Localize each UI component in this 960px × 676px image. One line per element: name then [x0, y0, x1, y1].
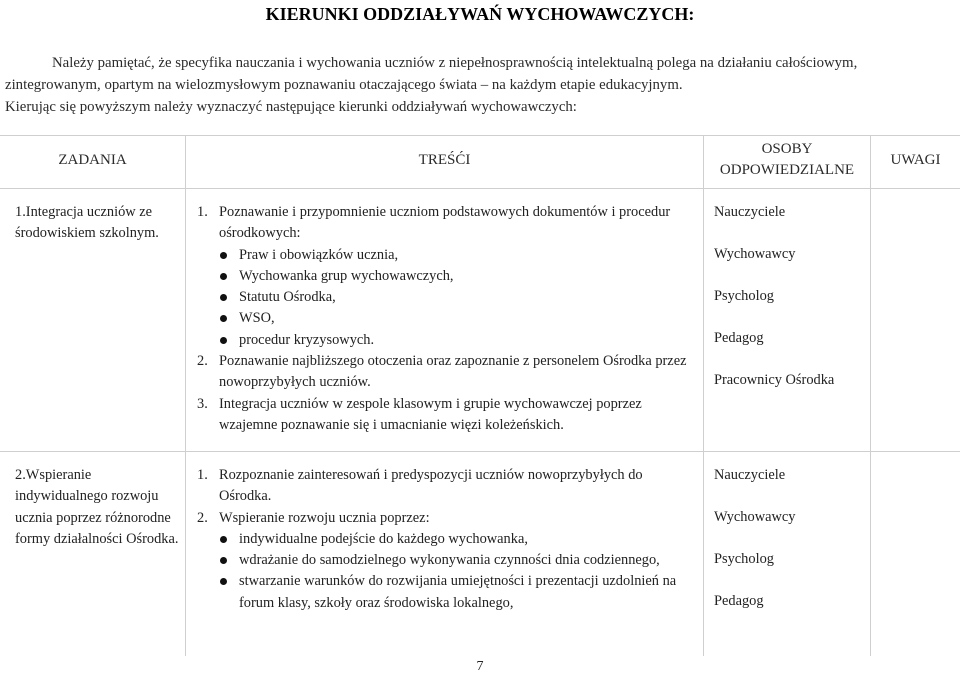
header-notes: UWAGI [890, 152, 941, 168]
row1-item3-number: 3. [197, 395, 208, 412]
row2-task: 2.Wspieranie indywidualnego rozwoju ucznia poprzez różnorodne formy działalności Ośrodka. [15, 467, 179, 547]
row2-item2-number: 2. [197, 509, 208, 526]
row1-task: 1.Integracja uczniów ze środowiskiem szkolnym. [15, 204, 159, 242]
row1-item3-text: Integracja uczniów w zespole klasowym i grupie wychowawczej poprzez wzajemne poznawanie się i umacnianie więzi koleżeńskich. [219, 395, 642, 433]
list-item: Statutu Ośrodka, [219, 287, 697, 308]
table-column-divider-1 [185, 135, 186, 656]
header-responsible-line1: OSOBY [761, 141, 813, 157]
table-border-header [0, 188, 960, 189]
row1-persons [714, 202, 864, 412]
row1-content [197, 202, 697, 436]
header-responsible-line2: ODPOWIEDZIALNE [719, 162, 855, 178]
list-item: indywidualne podejście do każdego wychowanka, [219, 529, 697, 550]
row1-item3 [197, 394, 697, 437]
list-item: WSO, [219, 308, 697, 329]
row2-item2 [197, 508, 697, 529]
intro-paragraph-2: Kierując się powyższym należy wyznaczyć następujące kierunki oddziaływań wychowawczych: [5, 99, 577, 115]
page-title: KIERUNKI ODDZIAŁYWAŃ WYCHOWAWCZYCH: [265, 4, 695, 24]
row1-item2-number: 2. [197, 353, 208, 370]
person-item: Pedagog [714, 330, 764, 346]
person-item: Psycholog [714, 288, 774, 304]
intro-paragraph-1: Należy pamiętać, że specyfika nauczania i wychowania uczniów z niepełnosprawnością intelektualną polega na działaniu całościowym, zintegrowanym, opartym na wielozmysłowym poznawaniu otaczającego świata – na każdym etapie edukacyjnym. [5, 55, 858, 93]
header-content: TREŚĆI [418, 152, 471, 168]
person-item: Wychowawcy [714, 509, 796, 525]
row1-item1-bullets [197, 245, 697, 351]
row1-item1-number: 1. [197, 204, 208, 220]
person-item: Psycholog [714, 551, 774, 567]
person-item: Wychowawcy [714, 246, 796, 262]
row2-item1 [197, 465, 697, 508]
row2-item2-bullets [197, 529, 697, 614]
list-item: stwarzanie warunków do rozwijania umiejętności i prezentacji uzdolnień na forum klasy, szkoły oraz środowiska lokalnego, [219, 571, 697, 614]
list-item: Wychowanka grup wychowawczych, [219, 266, 697, 287]
row2-persons [714, 465, 864, 633]
row1-item2 [197, 351, 697, 394]
row2-item2-text: Wspieranie rozwoju ucznia poprzez: [219, 509, 430, 526]
person-item: Pedagog [714, 593, 764, 609]
person-item: Nauczyciele [714, 204, 786, 220]
table-border-top [0, 135, 960, 136]
header-responsible [704, 139, 870, 181]
header-tasks: ZADANIA [58, 152, 127, 168]
row2-content [197, 465, 697, 614]
list-item: procedur kryzysowych. [219, 330, 697, 351]
row1-item2-text: Poznawanie najbliższego otoczenia oraz zapoznanie z personelem Ośrodka przez nowoprzybyłych uczniów. [219, 353, 687, 391]
list-item: Praw i obowiązków ucznia, [219, 245, 697, 266]
table-column-divider-2 [703, 135, 704, 656]
table-border-row [0, 451, 960, 452]
table-column-divider-3 [870, 135, 871, 656]
row2-item1-text: Rozpoznanie zainteresowań i predyspozycji uczniów nowoprzybyłych do Ośrodka. [219, 467, 643, 505]
intro-text [5, 52, 955, 118]
page-number: 7 [476, 659, 484, 674]
row2-item1-number: 1. [197, 467, 208, 483]
row1-item1-text: Poznawanie i przypomnienie uczniom podstawowych dokumentów i procedur ośrodkowych: [219, 204, 671, 242]
list-item: wdrażanie do samodzielnego wykonywania czynności dnia codziennego, [219, 550, 697, 571]
row1-item1 [197, 202, 697, 245]
person-item: Pracownicy Ośrodka [714, 372, 835, 388]
person-item: Nauczyciele [714, 467, 786, 483]
